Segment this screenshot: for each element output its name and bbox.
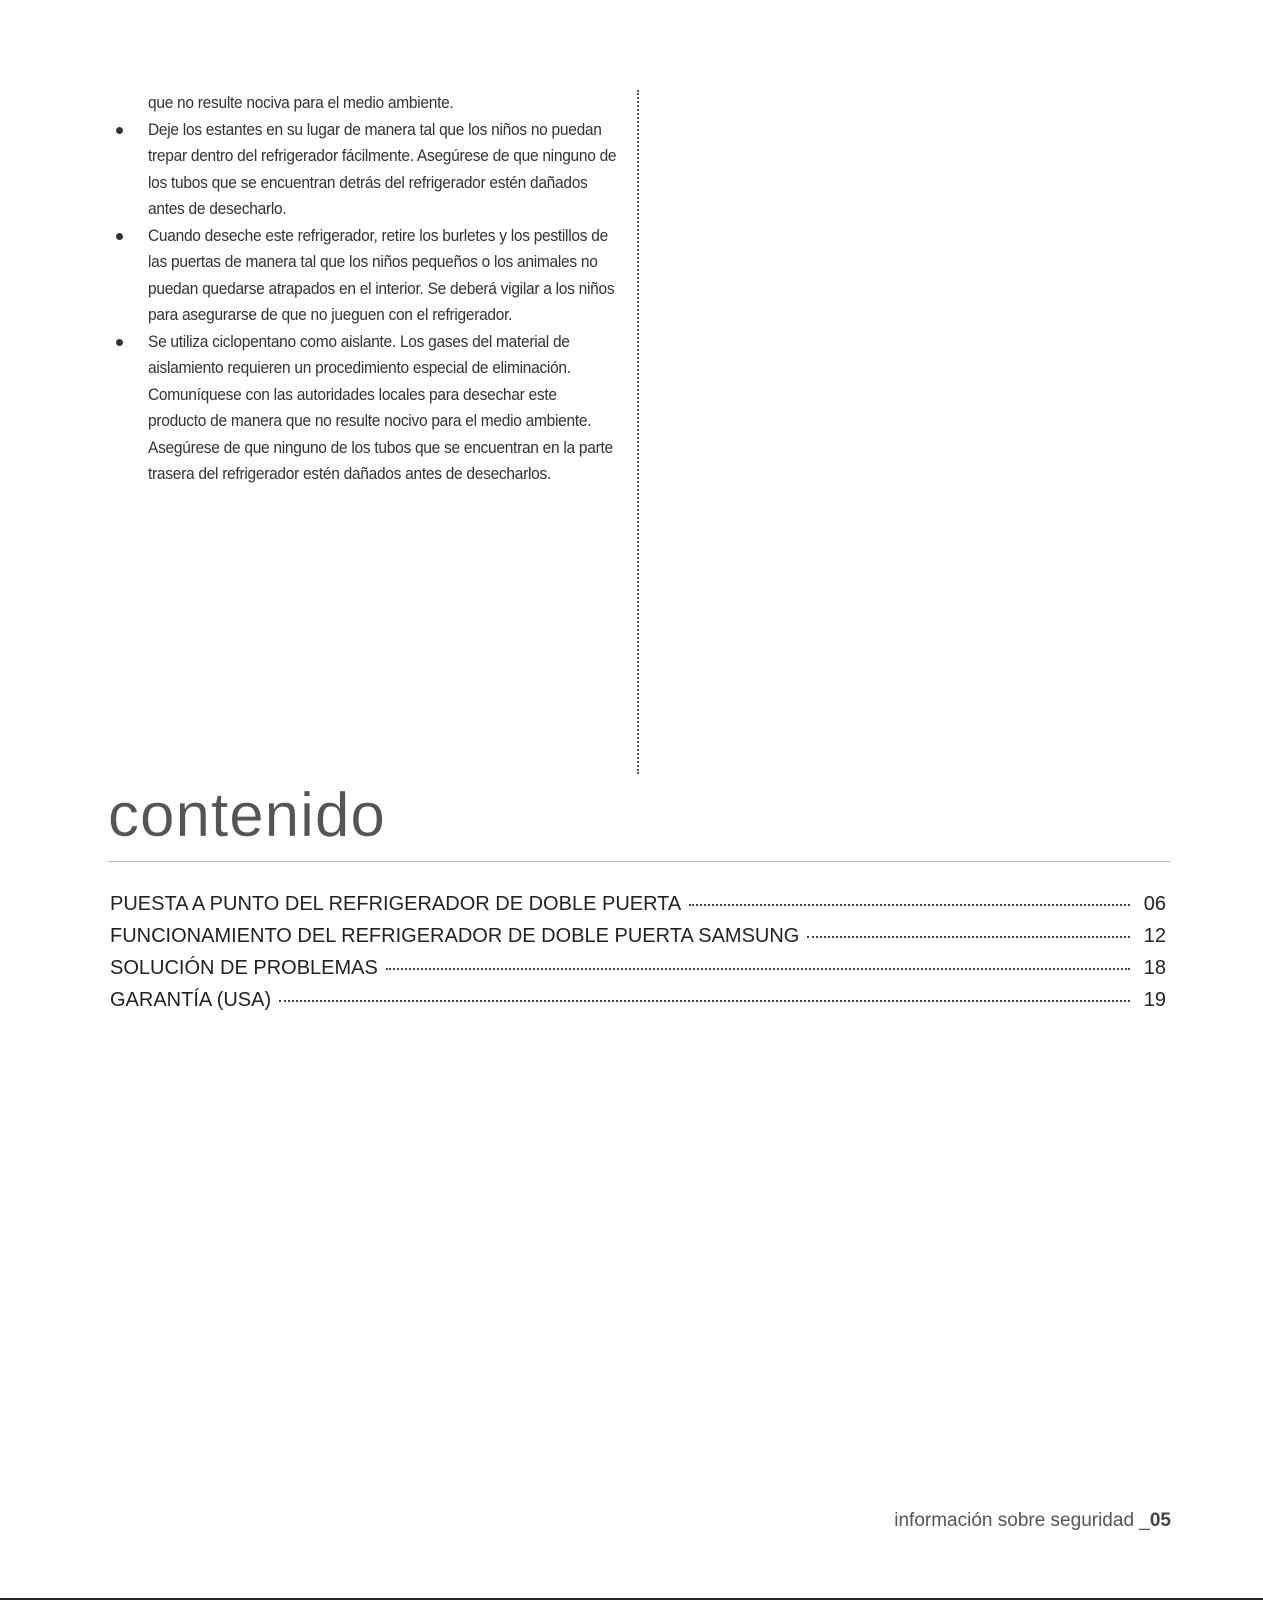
toc-entry-title: SOLUCIÓN DE PROBLEMAS <box>110 957 378 979</box>
toc-leader-dots <box>689 904 1130 906</box>
list-item-text: Se utiliza ciclopentano como aislante. Los gases del material de aislamiento requieren un procedimiento especial de eliminación. Comuníquese con las autoridades locales para desechar este producto de manera que no resulte nocivo para el medio ambiente. Asegúrese de que ninguno de los tubos que se encuentran en la parte trasera del refrigerador estén dañados antes de desecharlos. <box>148 332 613 483</box>
title-divider <box>108 861 1170 862</box>
bullet-dot-icon <box>116 233 123 240</box>
list-item-text: Deje los estantes en su lugar de manera tal que los niños no puedan trepar dentro del refrigerador fácilmente. Asegúrese de que ninguno de los tubos que se encuentran detrás del refrigerador estén dañados antes de desecharlo. <box>148 120 617 218</box>
toc-entry-page: 12 <box>1143 925 1166 947</box>
column-divider <box>637 90 639 774</box>
list-item <box>110 329 630 488</box>
bullet-dot-icon <box>116 339 123 346</box>
footer-label: información sobre seguridad _ <box>894 1510 1150 1531</box>
table-of-contents <box>110 893 1166 1021</box>
toc-entry[interactable] <box>110 893 1166 925</box>
list-item <box>110 117 630 223</box>
bullet-dot-icon <box>116 127 123 134</box>
bullet-list <box>110 117 630 488</box>
toc-entry-page: 19 <box>1143 989 1166 1011</box>
list-item <box>110 223 630 329</box>
toc-entry-title: FUNCIONAMIENTO DEL REFRIGERADOR DE DOBLE PUERTA SAMSUNG <box>110 925 800 947</box>
continuation-text: que no resulte nociva para el medio ambiente. <box>148 94 454 112</box>
toc-entry-page: 18 <box>1143 957 1166 979</box>
safety-text-column <box>110 90 630 488</box>
list-item-text: Cuando deseche este refrigerador, retire los burletes y los pestillos de las puertas de manera tal que los niños pequeños o los animales no puedan quedarse atrapados en el interior. Se deberá vigilar a los niños para asegurarse de que no jueguen con el refrigerador. <box>148 226 615 324</box>
page-footer <box>894 1510 1171 1532</box>
bottom-border <box>0 1598 1263 1600</box>
toc-entry-title: PUESTA A PUNTO DEL REFRIGERADOR DE DOBLE PUERTA <box>110 893 682 915</box>
toc-entry[interactable] <box>110 925 1166 957</box>
toc-leader-dots <box>386 968 1130 970</box>
section-title: contenido <box>108 781 386 850</box>
toc-entry-title: GARANTÍA (USA) <box>110 989 272 1011</box>
toc-entry[interactable] <box>110 957 1166 989</box>
toc-leader-dots <box>807 936 1130 938</box>
toc-entry-page: 06 <box>1143 893 1166 915</box>
page-number: 05 <box>1149 1510 1171 1531</box>
toc-entry[interactable] <box>110 989 1166 1021</box>
toc-leader-dots <box>279 1000 1130 1002</box>
